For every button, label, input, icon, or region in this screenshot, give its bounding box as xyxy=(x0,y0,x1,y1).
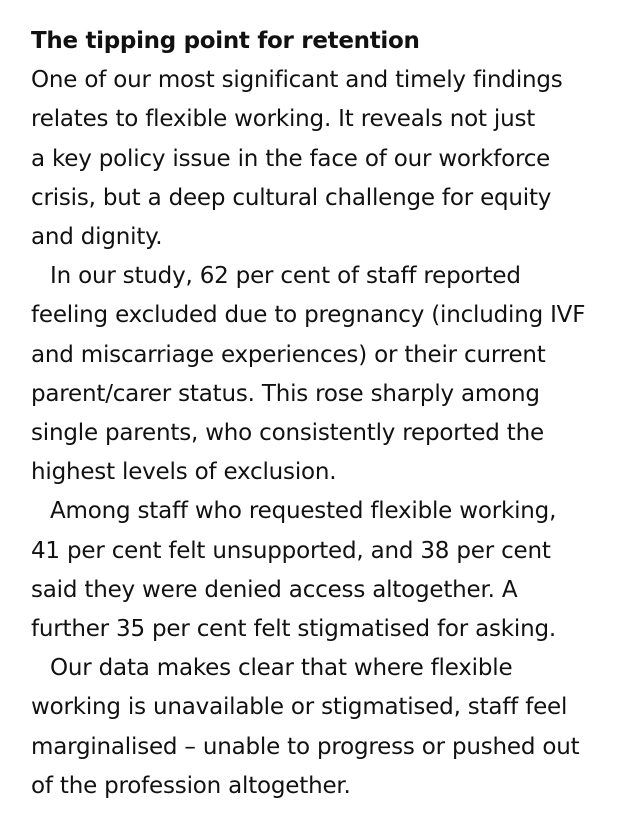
text-line: of the profession altogether. xyxy=(31,772,351,799)
text-line: 41 per cent felt unsupported, and 38 per cent xyxy=(31,537,551,564)
paragraph-flexible-requests xyxy=(31,492,621,649)
text-line: crisis, but a deep cultural challenge for equity xyxy=(31,184,552,211)
text-line: said they were denied access altogether. A xyxy=(31,576,518,603)
text-line: further 35 per cent felt stigmatised for asking. xyxy=(31,616,556,643)
text-line: In our study, 62 per cent of staff reported xyxy=(50,263,521,290)
paragraph-intro xyxy=(31,61,621,257)
text-line: relates to flexible working. It reveals not just xyxy=(31,106,536,133)
paragraph-study xyxy=(31,257,621,492)
text-line: a key policy issue in the face of our workforce xyxy=(31,145,551,172)
text-line: marginalised – unable to progress or pushed out xyxy=(31,733,580,760)
text-line: Our data makes clear that where flexible xyxy=(50,655,513,682)
text-line: Among staff who requested flexible working, xyxy=(50,498,557,525)
text-line: parent/carer status. This rose sharply among xyxy=(31,380,540,407)
text-line: single parents, who consistently reported the xyxy=(31,420,544,447)
text-line: feeling excluded due to pregnancy (including IVF xyxy=(31,302,586,329)
section-heading: The tipping point for retention xyxy=(31,28,420,54)
text-line: One of our most significant and timely findings xyxy=(31,67,563,94)
article-body xyxy=(31,22,621,806)
text-line: and miscarriage experiences) or their current xyxy=(31,341,546,368)
paragraph-conclusion xyxy=(31,649,621,806)
text-line: and dignity. xyxy=(31,224,163,251)
text-line: working is unavailable or stigmatised, staff feel xyxy=(31,694,568,721)
text-line: highest levels of exclusion. xyxy=(31,459,337,486)
